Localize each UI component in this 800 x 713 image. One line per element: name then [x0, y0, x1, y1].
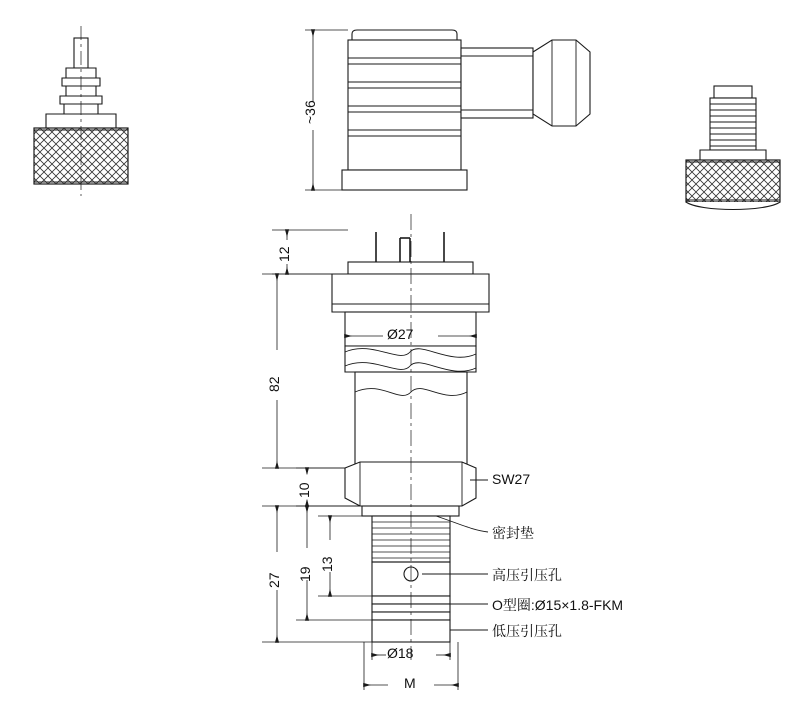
dimension-connector-height: 12 — [276, 246, 292, 262]
dimension-thread-size: M — [404, 675, 416, 691]
main-view-geometry — [332, 214, 489, 660]
callout-hex-size: SW27 — [492, 471, 531, 487]
callout-high-pressure-port: 高压引压孔 — [492, 567, 562, 583]
dimension-hex-height: 10 — [296, 482, 312, 498]
dimension-height-overall: ~36 — [302, 100, 318, 124]
callout-oring: O型圈:Ø15×1.8-FKM — [492, 597, 624, 613]
dimension-diameter-27: Ø27 — [387, 326, 414, 342]
dimension-body-height: 82 — [266, 376, 282, 392]
dimension-thread-19: 19 — [297, 566, 313, 582]
dimension-thread-13: 13 — [319, 556, 335, 572]
callout-seal: 密封垫 — [492, 525, 534, 541]
dimension-diameter-18: Ø18 — [387, 645, 414, 661]
dimension-stem-total: 27 — [266, 572, 282, 588]
left-view-geometry — [34, 26, 128, 196]
callout-low-pressure-port: 低压引压孔 — [492, 623, 562, 639]
top-view-geometry — [342, 30, 590, 190]
right-view-geometry — [686, 86, 780, 210]
